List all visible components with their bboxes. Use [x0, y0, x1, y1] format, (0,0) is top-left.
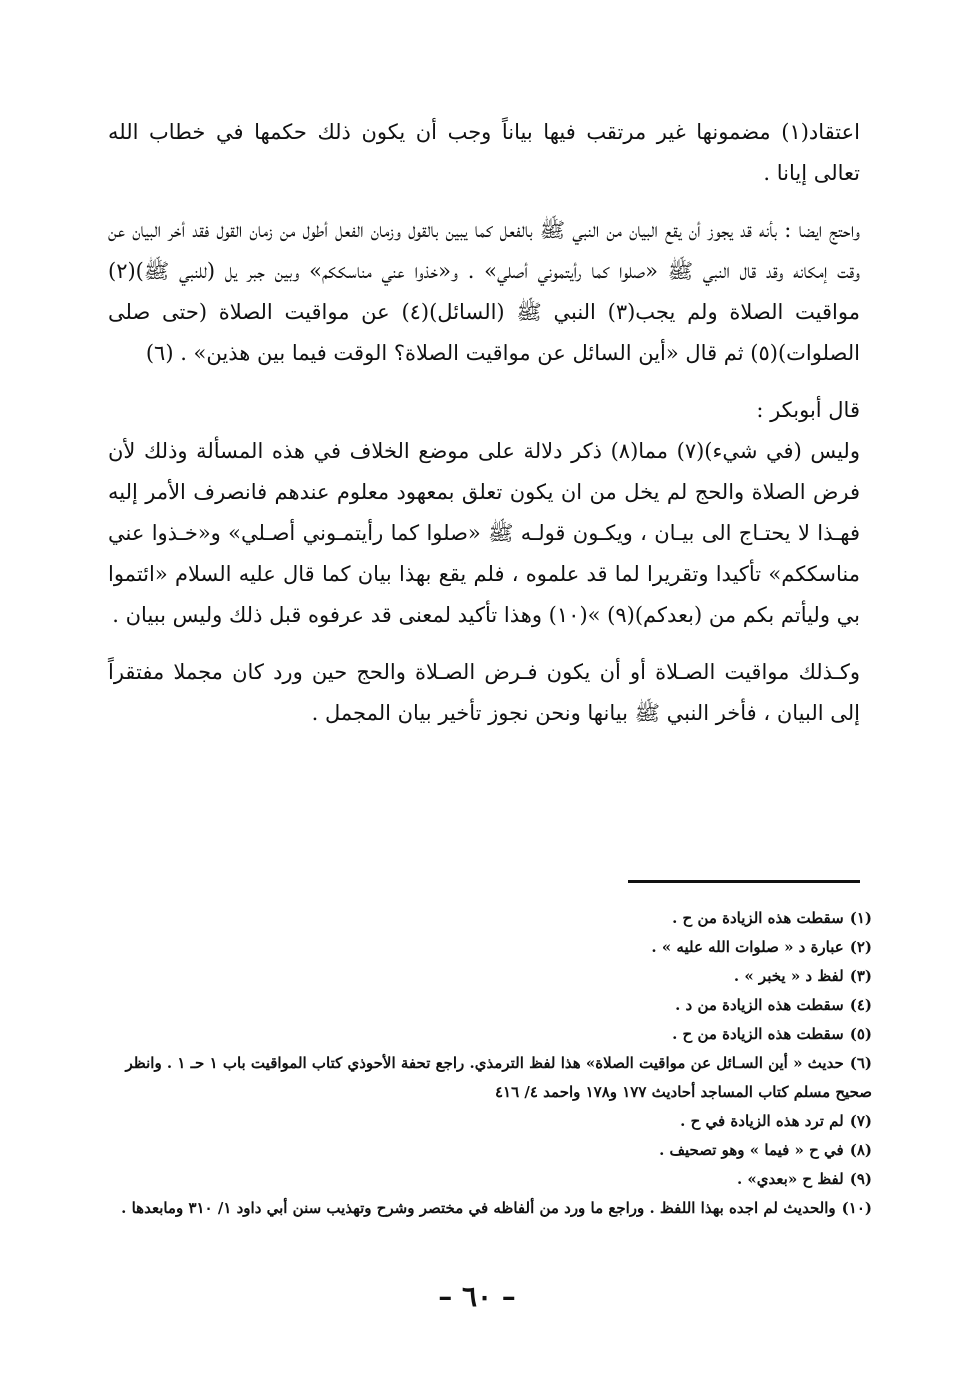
footnote-4: (٤)سقطت هذه الزيادة من د .	[675, 996, 872, 1014]
footnotes	[100, 904, 872, 1223]
footnote-5: (٥)سقطت هذه الزيادة من ح .	[672, 1025, 872, 1043]
footnote-6: (٦)حديث « أين السـائل عن مواقيت الصلاة» هذا لفظ الترمذي. راجع تحفة الأحوذي كتاب المواقيت باب ١ حـ ١ . وانظر صحيح مسلم كتاب المساجد أحاديث ١٧٧ و١٧٨ واحمد ٤/ ٤١٦	[125, 1054, 872, 1101]
main-text	[108, 112, 860, 734]
paragraph-1: اعتقاد(١) مضمونها غير مرتقب فيها بياناً وجب أن يكون ذلك حكمها في خطاب الله تعالى إيانا .	[108, 120, 860, 185]
footnote-2: (٢)عبارة د « صلوات الله عليه » .	[651, 938, 872, 956]
paragraph-4: وكـذلك مواقيت الصـلاة أو أن يكون فـرض الصـلاة والحج حين ورد كان مجملا مفتقراً إلى البيان ، فأخر النبي ﷺ بيانها ونحن نجوز تأخير بيان المجمل .	[108, 660, 860, 725]
footnote-1: (١)سقطت هذه الزيادة من ح .	[672, 909, 872, 927]
section-heading: قال أبوبكر :	[756, 398, 860, 422]
footnote-divider	[628, 880, 860, 883]
footnote-9: (٩)لفظ ح «بعدي» .	[736, 1170, 872, 1188]
footnote-8: (٨)في ح « فيما » وهو تصحيف .	[659, 1141, 872, 1159]
paragraph-3: وليس (في شيء)(٧) مما(٨) ذكر دلالة على موضع الخلاف في هذه المسألة وذلك لأن فرض الصلاة والحج لم يخل من ان يكون تعلق بمعهود معلوم عندهم فانصرف الأمر إليه فهـذا لا يحتـاج الى بيـان ، ويكـون قولـه ﷺ «صلوا كما رأيتمـوني أصـلي» و«خـذوا عني مناسككم» تأكيدا وتقريرا لما قد علموه ، فلم يقع بهذا بيان كما قال عليه السلام «ائتموا بي وليأتم بكم من (بعدكم)(٩) »(١٠) وهذا تأكيد لمعنى قد عرفوه قبل ذلك وليس ببيان .	[108, 439, 860, 627]
paragraph-2: واحتج ايضا : بأنه قد يجوز أن يقع البيان من النبي ﷺ بالفعل كما يبين بالقول وزمان الفعل أطول من زمان القول فقد أخر البيان عن وقت إمكانه وقد قال النبي ﷺ «صلوا كما رأيتموني أصلي» . و«خذوا عني مناسككم» وبين جبر يل (للنبي ﷺ)(٢) مواقيت الصلاة ولم يجب(٣) النبي ﷺ (السائل)(٤) عن مواقيت الصلاة (حتى صلى الصلوات)(٥) ثم قال «أين السائل عن مواقيت الصلاة؟ الوقت فيما بين هذين» . (٦)	[108, 218, 860, 365]
footnote-3: (٣)لفظ د « يخبر » .	[733, 967, 872, 985]
footnote-7: (٧)لم ترد هذه الزيادة في ح .	[680, 1112, 872, 1130]
footnote-10: (١٠)والحديث لم اجده بهذا اللفظ . وراجع ما ورد من ألفاظه في مختصر وشرح وتهذيب سنن أبي داود ١/ ٣١٠ ومابعدها .	[121, 1199, 872, 1217]
page-number: – ٦٠ –	[438, 1280, 516, 1313]
